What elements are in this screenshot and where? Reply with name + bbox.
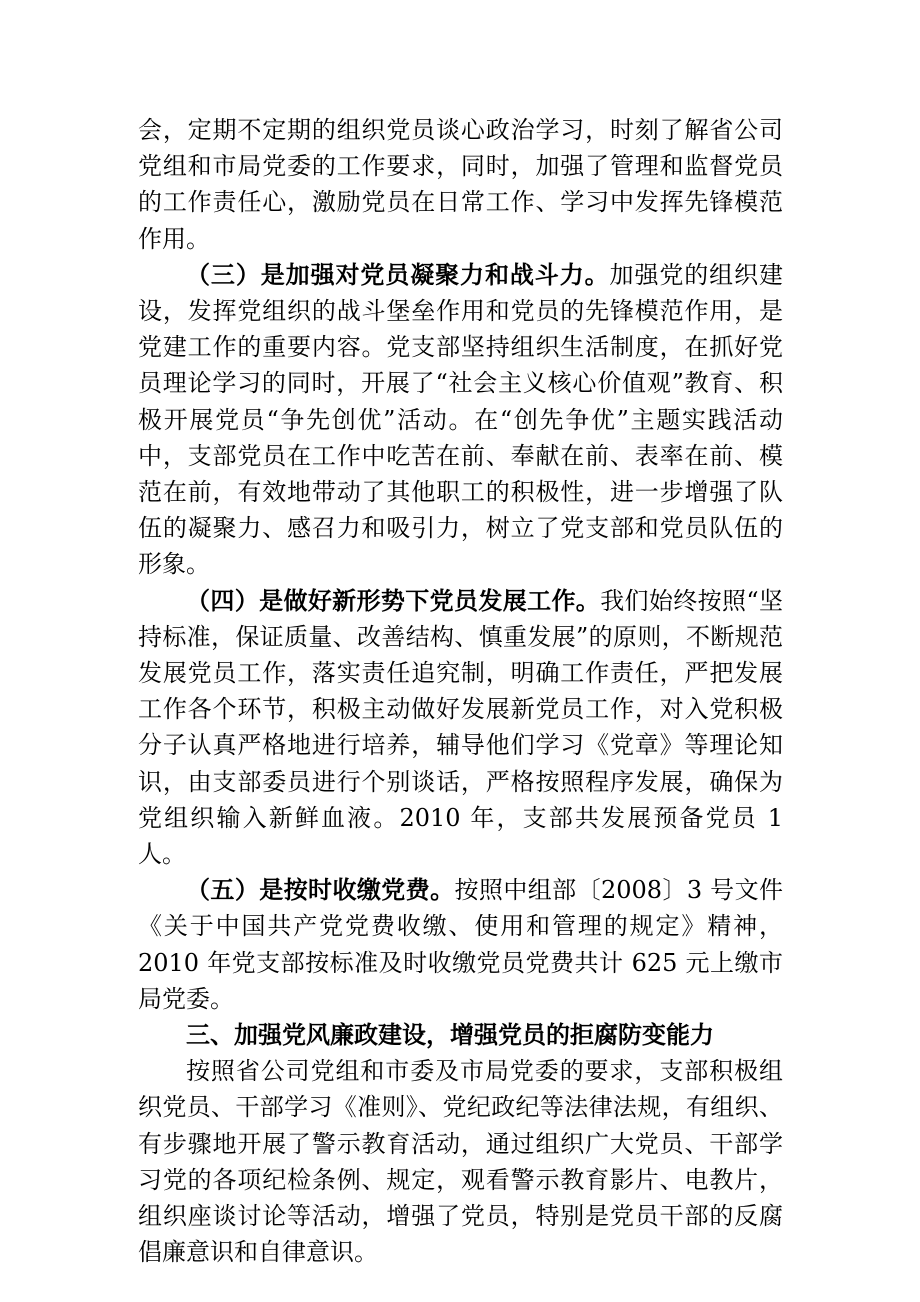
paragraph-text: 加强党的组织建设，发挥党组织的战斗堡垒作用和党员的先锋模范作用，是党建工作的重要内容。党支部坚持组织生活制度，在抓好党员理论学习的同时，开展了“社会主义核心价值观”教育、积极开展党员“争先创优”活动。在“创先争优”主题实践活动中，支部党员在工作中吃苦在前、奉献在前、表率在前、模范在前，有效地带动了其他职工的积极性，进一步增强了队伍的凝聚力、感召力和吸引力，树立了党支部和党员队伍的形象。 [138,260,784,579]
paragraph-text: 按照中组部〔2008〕3 号文件《关于中国共产党党费收缴、使用和管理的规定》精神，2010 年党支部按标准及时收缴党员党费共计 625 元上缴市局党委。 [138,876,783,1013]
paragraph-lead: （四）是做好新形势下党员发展工作。 [186,585,601,615]
document-page [138,112,783,1271]
paragraph-body [138,1053,783,1270]
paragraph-lead: （三）是加强对党员凝聚力和战斗力。 [186,259,610,289]
section-heading: 三、加强党风廉政建设，增强党员的拒腐防变能力 [186,1020,714,1050]
paragraph-continuation [138,112,783,257]
paragraph-section-5 [138,872,783,1017]
paragraph-text: 我们始终按照“坚持标准，保证质量、改善结构、慎重发展”的原则，不断规范发展党员工作，落实责任追究制，明确工作责任，严把发展工作各个环节，积极主动做好发展新党员工作，对入党积极分子认真严格地进行培养，辅导他们学习《党章》等理论知识，由支部委员进行个别谈话，严格按照程序发展，确保为党组织输入新鲜血液。2010 年，支部共发展预备党员 1 人。 [138,586,783,869]
paragraph-section-4 [138,583,783,873]
paragraph-lead: （五）是按时收缴党费。 [186,875,455,905]
paragraph-text: 会，定期不定期的组织党员谈心政治学习，时刻了解省公司党组和市局党委的工作要求，同时，加强了管理和监督党员的工作责任心，激励党员在日常工作、学习中发挥先锋模范作用。 [138,116,783,253]
paragraph-text: 按照省公司党组和市委及市局党委的要求，支部积极组织党员、干部学习《准则》、党纪政纪等法律法规，有组织、有步骤地开展了警示教育活动，通过组织广大党员、干部学习党的各项纪检条例、规定，观看警示教育影片、电教片，组织座谈讨论等活动，增强了党员，特别是党员干部的反腐倡廉意识和自律意识。 [138,1057,783,1267]
paragraph-section-3 [138,257,783,583]
